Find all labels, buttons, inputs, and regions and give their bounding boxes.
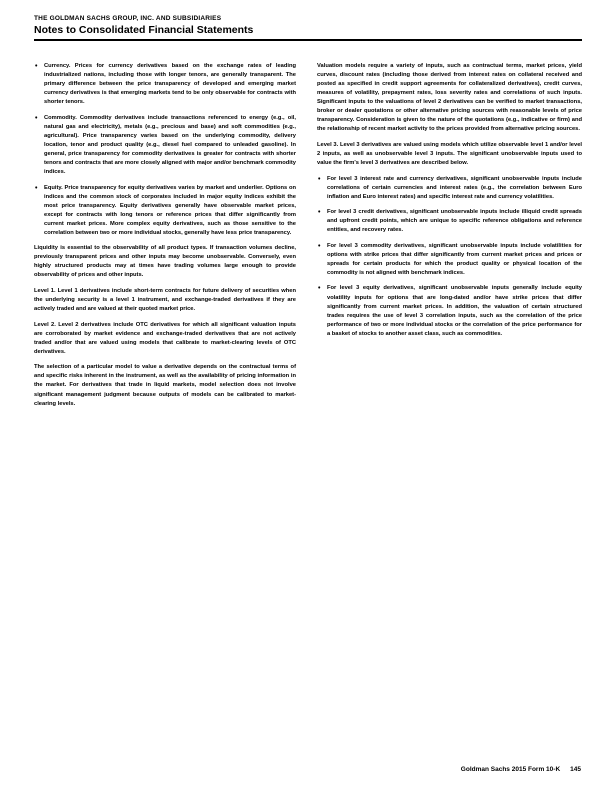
derivative-types-list [34,62,296,238]
left-column [34,62,296,415]
page-number: 145 [570,766,581,773]
right-column [317,62,582,345]
paragraph-level-1: Level 1. Level 1 derivatives include short-term contracts for future delivery of securities when the underlying security is a level 1 instrument, and exchange-traded derivatives if they are actively traded and are valued at their quoted market price. [34,288,296,313]
paragraph-model-selection: The selection of a particular model to value a derivative depends on the contractual terms of and specific risks inherent in the instrument, as well as the availability of pricing information in the market. For derivatives that trade in liquid markets, model selection does not involve significant management judgment because outputs of models can be calibrated to market-clearing levels. [34,364,296,407]
page-footer [461,766,581,773]
term-text: Price transparency for equity derivatives varies by market and underlier. Options on indices and the common stock of corporates included in major equity indices exhibit the most price transparency. Equity derivatives generally have observable market prices, except for contracts with long tenors or reference prices that differ significantly from current market prices. More complex equity derivatives, such as those sensitive to the correlation between two or more individual stocks, generally have less price transparency. [44,184,296,236]
term-label: Equity. [44,184,63,191]
term-text: Commodity derivatives include transactions referenced to energy (e.g., oil, natural gas and electricity), metals (e.g., precious and base) and soft commodities (e.g., agricultural). Price transparency varies based on the underlying commodity, delivery location, tenor and product quality (e.g., diesel fuel compared to unleaded gasoline). In general, price transparency for commodity derivatives is greater for contracts with shorter tenors and contracts that are more closely aligned with major and/or benchmark commodity indices. [44,114,296,176]
footer-text: Goldman Sachs 2015 Form 10-K [460,766,561,773]
paragraph-valuation-models: Valuation models require a variety of inputs, such as contractual terms, market prices, yield curves, discount rates (including those derived from interest rates on collateral received and posted as specified in credit support agreements for collateralized derivatives), credit curves, measures of volatility, prepayment rates, loss severity rates and correlations of such inputs. Significant inputs to the valuations of level 2 derivatives can be verified to market transactions, broker or dealer quotations or other alternative pricing sources with reasonable levels of price transparency. Consideration is given to the nature of the quotations (e.g., indicative or firm) and the relationship of recent market activity to the prices provided from alternative pricing sources. [317,63,582,133]
list-item-equity-level-3: • For level 3 equity derivatives, significant unobservable inputs generally include equity volatility inputs for options that are long-dated and/or have strike prices that differ significantly from current market prices. In addition, the valuation of certain structured trades requires the use of level 3 correlation inputs, such as the correlation of the price performance of two or more individual stocks or the correlation of the price performance for a basket of stocks to another asset class, such as commodities. [317,284,582,338]
term-label: Commodity. [44,114,77,121]
list-item-commodity-level-3: • For level 3 commodity derivatives, significant unobservable inputs include volatilities for options with strike prices that differ significantly from current market prices and prices or spreads for certain products for which the product quality or physical location of the commodity is not aligned with benchmark indices. [317,242,582,278]
paragraph-liquidity: Liquidity is essential to the observability of all product types. If transaction volumes decline, previously transparent prices and other inputs may become unobservable. Conversely, even highly structured products may at times have trading volumes large enough to provide observability of prices and other inputs. [34,245,296,279]
term-label: Currency. [44,63,71,69]
list-item-credit: • For level 3 credit derivatives, significant unobservable inputs include illiquid credit spreads and upfront credit points, which are unique to specific reference obligations and reference entities, and recovery rates. [317,208,582,235]
header-divider [34,39,582,41]
list-item-commodity [34,114,296,177]
paragraph-level-2: Level 2. Level 2 derivatives include OTC derivatives for which all significant valuation inputs are corroborated by market evidence and exchange-traded derivatives that are not actively traded and/or that are valued using models that calibrate to market-clearing levels of OTC derivatives. [34,321,296,355]
list-item-equity [34,184,296,238]
level-3-inputs-list [317,175,582,339]
page-title: Notes to Consolidated Financial Statements [34,24,254,36]
paragraph-level-3: Level 3. Level 3 derivatives are valued using models which utilize observable level 1 and/or level 2 inputs, as well as unobservable level 3 inputs. The significant unobservable inputs used to value the firm's level 3 derivatives are described below. [317,141,582,166]
company-header: THE GOLDMAN SACHS GROUP, INC. AND SUBSIDIARIES [34,15,222,22]
list-item-interest-rate-currency: • For level 3 interest rate and currency derivatives, significant unobservable inputs include correlations of certain currencies and interest rates (e.g., the correlation between Euro inflation and Euro interest rates) and specific interest rate and currency volatilities. [317,175,582,202]
list-item-currency [34,62,296,107]
term-text: Prices for currency derivatives based on the exchange rates of leading industrialized nations, including those with longer tenors, are generally transparent. The primary difference between the price transparency of developed and emerging market currency derivatives is that emerging markets tend to be only observable for contracts with shorter tenors. [44,63,296,106]
